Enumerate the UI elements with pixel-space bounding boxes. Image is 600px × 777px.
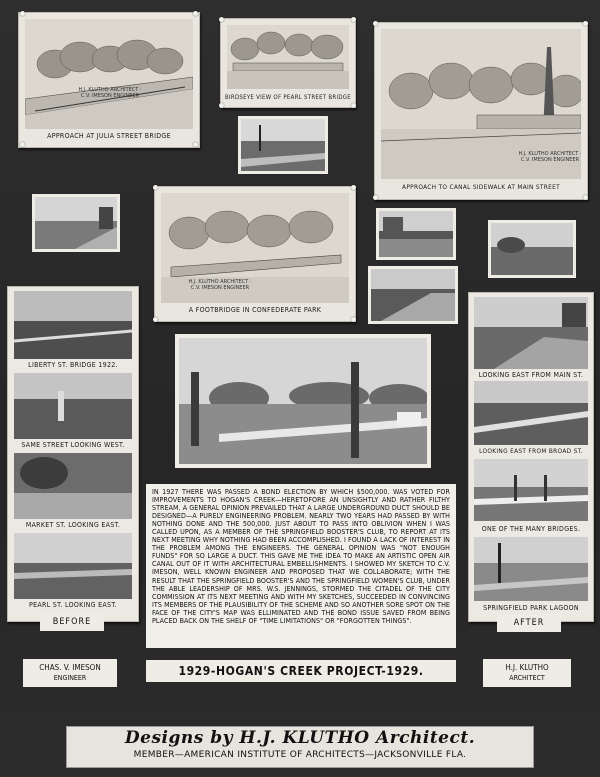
julia-bridge-sketch <box>25 19 193 129</box>
pin-icon <box>193 11 198 16</box>
photo-image <box>179 338 427 464</box>
photo-image <box>474 381 588 445</box>
sketch-drawing <box>227 25 349 89</box>
sketch-caption: A FOOTBRIDGE IN CONFEDERATE PARK <box>188 306 322 314</box>
photo-caption: SPRINGFIELD PARK LAGOON <box>483 604 579 612</box>
before-label: BEFORE <box>40 613 104 631</box>
photo-image <box>474 459 588 521</box>
before-photo-4 <box>14 533 132 599</box>
pin-icon <box>351 317 356 322</box>
pin-icon <box>153 185 158 190</box>
sketch-credit: H.J. KLUTHO ARCHITECT · C.V. IMESON ENGINEER <box>188 279 252 291</box>
photo-image <box>14 453 132 519</box>
photo-canal-walk <box>32 194 120 252</box>
sketch-caption: BIRDSEYE VIEW OF PEARL STREET BRIDGE <box>225 94 351 101</box>
photo-caption: MARKET ST. LOOKING EAST. <box>25 521 121 529</box>
sketch-card-pearl <box>220 18 356 108</box>
pin-icon <box>351 17 356 22</box>
before-panel <box>7 286 139 622</box>
pin-icon <box>351 103 356 108</box>
photo-canal-main <box>175 334 431 468</box>
pin-icon <box>351 185 356 190</box>
banner-subtitle: MEMBER—AMERICAN INSTITUTE OF ARCHITECTS—JACKSONVILLE FLA. <box>133 750 467 760</box>
pin-icon <box>20 11 25 16</box>
pin-icon <box>373 195 378 200</box>
pin-icon <box>153 317 158 322</box>
engineer-label <box>23 659 117 687</box>
pin-icon <box>583 21 588 26</box>
engineer-name: CHAS. V. IMESON <box>39 663 101 672</box>
photo-caption: ONE OF THE MANY BRIDGES. <box>481 525 581 533</box>
after-panel <box>468 292 594 622</box>
photo-garden <box>488 220 576 278</box>
project-story-card <box>146 484 456 648</box>
photo-image <box>14 373 132 439</box>
before-photo-3 <box>14 453 132 519</box>
photo-image <box>474 297 588 369</box>
after-photo-4 <box>474 537 588 601</box>
sketch-caption: APPROACH AT JULIA STREET BRIDGE <box>47 132 171 140</box>
pin-icon <box>373 21 378 26</box>
sketch-card-canal <box>374 22 588 200</box>
architect-role: ARCHITECT <box>509 674 545 682</box>
before-photo-2 <box>14 373 132 439</box>
sketch-credit: H.J. KLUTHO ARCHITECT · C.V. IMESON ENGINEER <box>78 87 142 99</box>
sketch-drawing <box>25 19 193 129</box>
architect-label <box>483 659 571 687</box>
sketch-credit: H.J. KLUTHO ARCHITECT · C.V. IMESON ENGINEER <box>518 151 582 163</box>
photo-caption: LIBERTY ST. BRIDGE 1922. <box>28 361 118 369</box>
project-title: 1929-HOGAN'S CREEK PROJECT-1929. <box>146 660 456 682</box>
photo-caption: PEARL ST. LOOKING EAST. <box>29 601 117 609</box>
photo-image <box>35 197 117 249</box>
photo-caption: LOOKING EAST FROM BROAD ST. <box>479 447 583 455</box>
after-photo-3 <box>474 459 588 521</box>
before-photo-1 <box>14 291 132 359</box>
after-photo-1 <box>474 297 588 369</box>
photo-image <box>14 291 132 359</box>
pin-icon <box>193 142 198 147</box>
after-photo-2 <box>474 381 588 445</box>
photo-image <box>474 537 588 601</box>
photo-image <box>491 223 573 275</box>
pin-icon <box>219 103 224 108</box>
sketch-card-footbridge <box>154 186 356 322</box>
project-story-text: IN 1927 THERE WAS PASSED A BOND ELECTION BY WHICH $500,000. WAS VOTED FOR IMPROVEMENTS TO HOGAN'S CREEK—HERETOFORE AN UNSIGHTLY AND RATHER FILTHY STREAM. A GENERAL OPINION PREVAILED THAT A LARGE UNDERGROUND DUCT SHOULD BE DESIGNED—A PURELY ENGINEERING PROBLEM. NEARLY TWO YEARS HAD PASSED BY WITH NOTHING DONE AND THE 500,000. JUST ABOUT TO PASS INTO OBLIVION WHEN I WAS CALLED UPON, AS A MEMBER OF THE SPRINGFIELD BOOSTER'S CLUB, TO REPORT AT ITS NEXT MEETING WHY NOTHING HAD BEEN ACCOMPLISHED. I FOUND A LACK OF INTEREST IN THE PROBLEM AMONG THE ENGINEERS. THE GENERAL OPINION WAS "NOT ENOUGH FUNDS" FOR SO LARGE A DUCT. THIS GAVE ME THE IDEA TO MAKE AN ARTISTIC OPEN AIR CANAL OUT OF IT WITH ARCHITECTURAL EMBELLISHMENTS. I SHOWED MY SKETCH TO C.V. IMESON, WELL KNOWN ENGINEER AND PROPOSED THAT WE COLLABORATE; WITH THE RESULT THAT THE SPRINGFIELD BOOSTER'S AND THE SPRINGFIELD WOMEN'S CLUB, UNDER THE ABLE LEADERSHIP OF MRS. W.S. JENNINGS, STORMED THE CITADEL OF THE CITY COMMISSION AT ITS NEXT MEETING AND WITH MY SKETCHES, SUCCEEDED IN CONVINCING ITS MEMBERS OF THE PLAUSIBILITY OF THE SCHEME AND SO ANOTHER SORE SPOT ON THE FACE OF THE CITY'S MAP WAS ELLIMINATED AND THE BOND ISSUE SAVED FROM BEING PLACED BACK ON THE SHELF OF "TIME LIMITATIONS" OR "FORGOTTEN THINGS". <box>152 487 450 625</box>
photo-park-path <box>238 116 328 174</box>
engineer-role: ENGINEER <box>53 674 87 682</box>
architect-name: H.J. KLUTHO <box>505 663 549 672</box>
photo-image <box>379 211 453 257</box>
photo-caption: SAME STREET LOOKING WEST. <box>21 441 125 449</box>
pin-icon <box>219 17 224 22</box>
pin-icon <box>583 195 588 200</box>
photo-image <box>241 119 325 171</box>
photo-image <box>14 533 132 599</box>
photo-image <box>371 269 455 321</box>
pearl-bridge-sketch <box>227 25 349 89</box>
pin-icon <box>20 142 25 147</box>
footer-banner <box>66 726 534 768</box>
photo-caption: LOOKING EAST FROM MAIN ST. <box>478 371 584 379</box>
sketch-card-julia <box>18 12 200 148</box>
photo-buildings <box>376 208 456 260</box>
after-label: AFTER <box>497 614 561 632</box>
sketch-caption: APPROACH TO CANAL SIDEWALK AT MAIN STREET <box>402 183 560 191</box>
photo-stairs <box>368 266 458 324</box>
banner-title: Designs by H.J. KLUTHO Architect. <box>124 728 476 748</box>
